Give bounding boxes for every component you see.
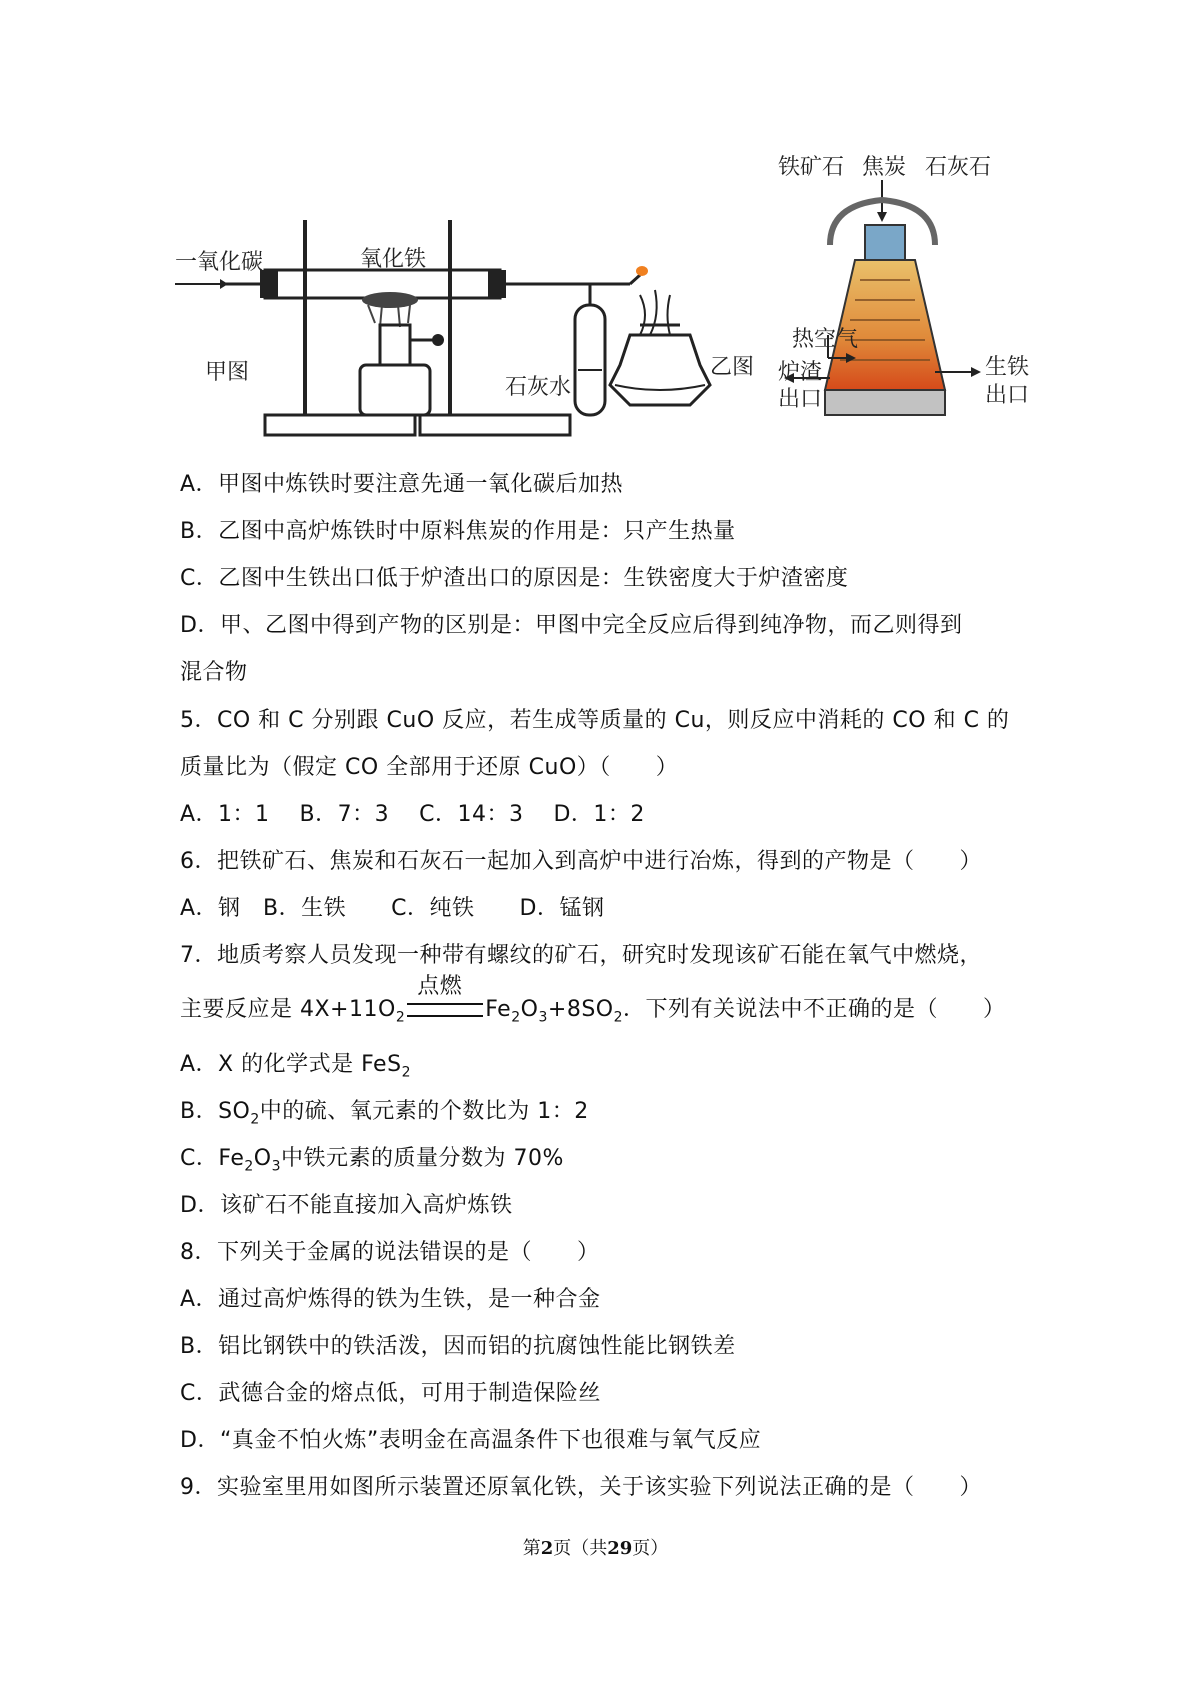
label-yi: 乙图	[710, 355, 755, 380]
eq-product-1-sub2: 3	[538, 1009, 548, 1026]
q7-option-c	[180, 1141, 564, 1174]
footer-page-number: 2	[540, 1538, 554, 1559]
apparatus-figure	[170, 215, 770, 445]
q8-option-b: B．铝比钢铁中的铁活泼，因而铝的抗腐蚀性能比钢铁差	[180, 1334, 736, 1359]
q8-option-c: C．武德合金的熔点低，可用于制造保险丝	[180, 1381, 601, 1406]
q7-b-sub: 2	[250, 1111, 260, 1128]
q4-option-d-cont: 混合物	[180, 660, 248, 685]
eq-suffix: ．下列有关说法中不正确的是（ ）	[623, 997, 1006, 1022]
q7-option-a	[180, 1047, 411, 1080]
q6-options: A．钢 B．生铁 C．纯铁 D．锰钢	[180, 896, 605, 921]
q8-option-a: A．通过高炉炼得的铁为生铁，是一种合金	[180, 1287, 601, 1312]
q7-c-pre: C．Fe	[180, 1146, 245, 1171]
q6-stem: 6．把铁矿石、焦炭和石灰石一起加入到高炉中进行冶炼，得到的产物是（ ）	[180, 849, 982, 874]
q4-option-c: C．乙图中生铁出口低于炉渣出口的原因是：生铁密度大于炉渣密度	[180, 566, 849, 591]
q8-stem: 8．下列关于金属的说法错误的是（ ）	[180, 1240, 600, 1265]
eq-product-2-sub: 2	[613, 1009, 624, 1026]
label-slag-outlet: 出口	[778, 387, 823, 412]
q7-c-sub1: 2	[244, 1158, 254, 1175]
label-lime-water: 石灰水	[505, 375, 572, 400]
label-slag: 炉渣	[778, 360, 823, 385]
q7-b-pre: B．SO	[180, 1099, 251, 1124]
q5-stem: 5．CO 和 C 分别跟 CuO 反应，若生成等质量的 Cu，则反应中消耗的 CO 和 C 的	[180, 708, 1010, 733]
q7-c-mid: O	[253, 1146, 272, 1171]
label-iron-ore: 铁矿石	[778, 155, 845, 180]
label-pig-iron: 生铁	[985, 355, 1030, 380]
q4-option-d: D．甲、乙图中得到产物的区别是：甲图中完全反应后得到纯净物，而乙则得到	[180, 613, 963, 638]
q7-equation	[180, 974, 1006, 1026]
q5-stem-cont: 质量比为（假定 CO 全部用于还原 CuO）（ ）	[180, 755, 679, 780]
eq-product-1-mid: O	[520, 997, 539, 1022]
label-coke: 焦炭	[862, 155, 907, 180]
eq-prefix: 主要反应是 4X+11O	[180, 997, 396, 1022]
footer-pre: 第	[522, 1538, 541, 1559]
q4-option-b: B．乙图中高炉炼铁时中原料焦炭的作用是：只产生热量	[180, 519, 736, 544]
q9-stem: 9．实验室里用如图所示装置还原氧化铁，关于该实验下列说法正确的是（ ）	[180, 1475, 982, 1500]
q7-a-text: A．X 的化学式是 FeS	[180, 1052, 402, 1077]
q8-option-d: D．“真金不怕火炼”表明金在高温条件下也很难与氧气反应	[180, 1428, 762, 1453]
label-fe2o3: 氧化铁	[360, 247, 427, 272]
q7-b-post: 中的硫、氧元素的个数比为 1：2	[259, 1099, 589, 1124]
q5-options: A．1：1 B．7：3 C．14：3 D．1：2	[180, 802, 645, 827]
page-footer	[0, 1534, 1191, 1560]
footer-mid: 页（共	[553, 1538, 608, 1559]
q7-a-sub: 2	[401, 1064, 411, 1081]
label-co: 一氧化碳	[175, 250, 264, 275]
q7-c-sub2: 3	[271, 1158, 282, 1175]
blast-furnace-figure	[770, 150, 1070, 440]
eq-condition: 点燃	[417, 974, 463, 999]
q7-option-b	[180, 1094, 589, 1127]
footer-post: 页）	[632, 1538, 669, 1559]
eq-prefix-sub: 2	[395, 1009, 406, 1026]
eq-arrow	[407, 974, 483, 1017]
q7-c-post: 中铁元素的质量分数为 70%	[281, 1146, 564, 1171]
eq-product-2: +8SO	[547, 997, 614, 1022]
label-limestone: 石灰石	[925, 155, 992, 180]
eq-product-1: Fe	[485, 997, 512, 1022]
q7-stem: 7．地质考察人员发现一种带有螺纹的矿石，研究时发现该矿石能在氧气中燃烧，	[180, 943, 982, 968]
eq-product-1-sub1: 2	[511, 1009, 521, 1026]
label-hot-air: 热空气	[792, 327, 859, 352]
q7-option-d: D．该矿石不能直接加入高炉炼铁	[180, 1193, 513, 1218]
q4-option-a: A．甲图中炼铁时要注意先通一氧化碳后加热	[180, 472, 624, 497]
label-iron-outlet: 出口	[985, 383, 1030, 408]
label-jia: 甲图	[205, 360, 250, 385]
footer-total-pages: 29	[607, 1538, 633, 1559]
